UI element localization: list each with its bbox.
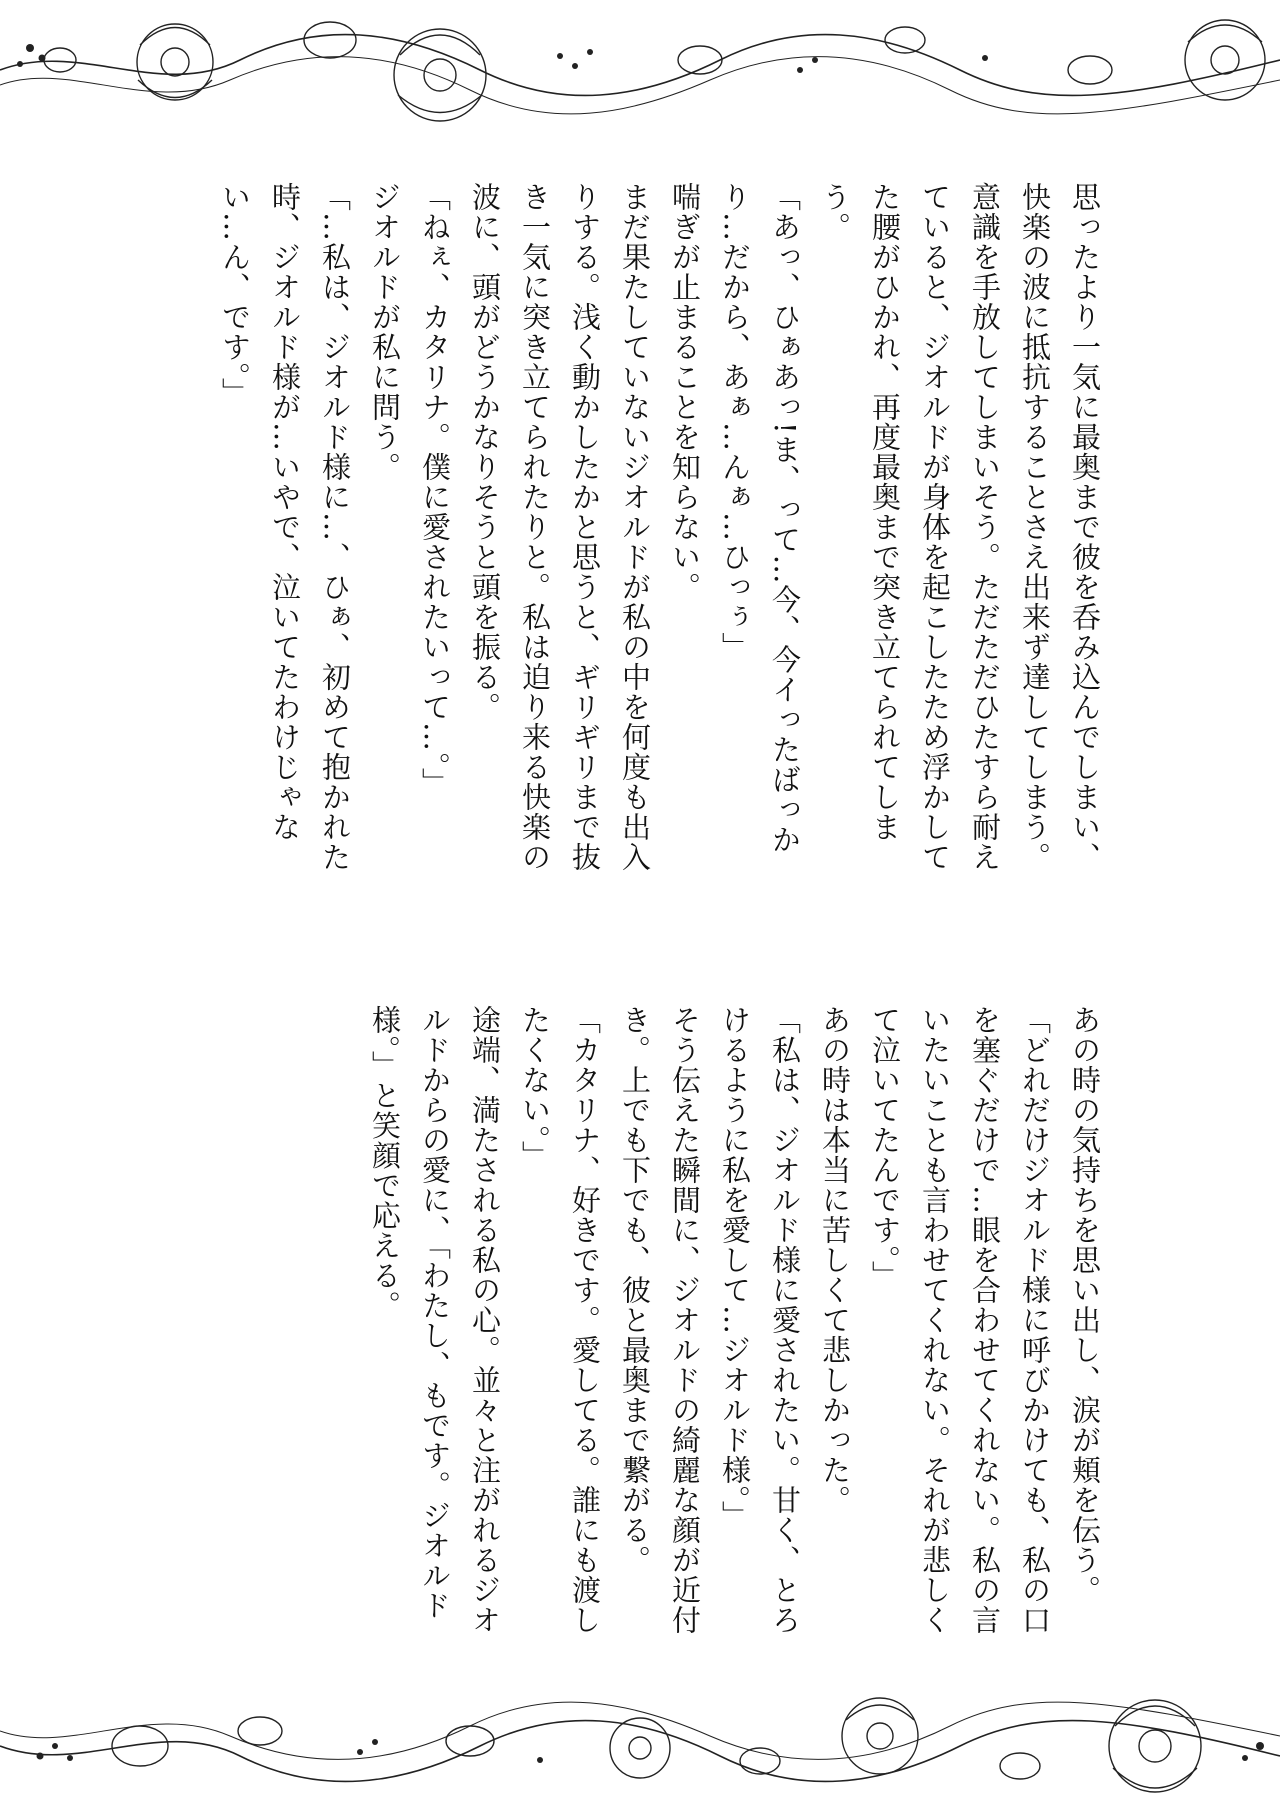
paragraph: 「カタリナ、好きです。愛してる。誰にも渡したくない。」 [518, 1005, 602, 1635]
floral-border-top [0, 0, 1280, 130]
floral-border-bottom [0, 1686, 1280, 1816]
paragraph: ジオルドが私に問う。 [368, 182, 402, 482]
paragraph: 意識を手放してしまいそう。ただただひたすら耐えていると、ジオルドが身体を起こしたため浮かしてた腰がひかれ、再度最奥まで突き立てられてしまう。 [818, 182, 1002, 872]
text-block-lower [360, 1005, 1110, 1645]
paragraph: あの時は本当に苦しくて悲しかった。 [818, 1005, 852, 1515]
paragraph: 喘ぎが止まることを知らない。 [668, 182, 702, 602]
paragraph: 「私は、ジオルド様に愛されたい。甘く、とろけるように私を愛して…ジオルド様。」 [718, 1005, 802, 1635]
paragraph: 「…私は、ジオルド様に…、ひぁ、初めて抱かれた時、ジオルド様が…いやで、泣いてたわけじゃない…ん、です。」 [218, 182, 352, 872]
paragraph: 「どれだけジオルド様に呼びかけても、私の口を塞ぐだけで…眼を合わせてくれない。私の言いたいことも言わせてくれない。それが悲しくて泣いてたんです。」 [868, 1005, 1052, 1635]
paragraph: そう伝えた瞬間に、ジオルドの綺麗な顔が近付き。上でも下でも、彼と最奥まで繋がる。 [618, 1005, 702, 1635]
paragraph: 思ったより一気に最奥まで彼を呑み込んでしまい、快楽の波に抵抗することさえ出来ず達してしまう。 [1018, 182, 1102, 872]
text-block-upper [210, 182, 1110, 882]
paragraph: 途端、満たされる私の心。並々と注がれるジオルドからの愛に、「わたし、もです。ジオルド様。」と笑顔で応える。 [368, 1005, 502, 1635]
paragraph: あの時の気持ちを思い出し、涙が頬を伝う。 [1068, 1005, 1102, 1605]
paragraph: まだ果たしていないジオルドが私の中を何度も出入りする。浅く動かしたかと思うと、ギリギリまで抜き一気に突き立てられたりと。私は迫り来る快楽の波に、頭がどうかなりそうと頭を振る。 [468, 182, 652, 872]
paragraph: 「あっ、ひぁあっ!ま、って…今、今イったばっかり…だから、あぁ…んぁ…ひっぅ」 [718, 182, 802, 855]
paragraph: 「ねぇ、カタリナ。僕に愛されたいって…。」 [418, 182, 452, 798]
